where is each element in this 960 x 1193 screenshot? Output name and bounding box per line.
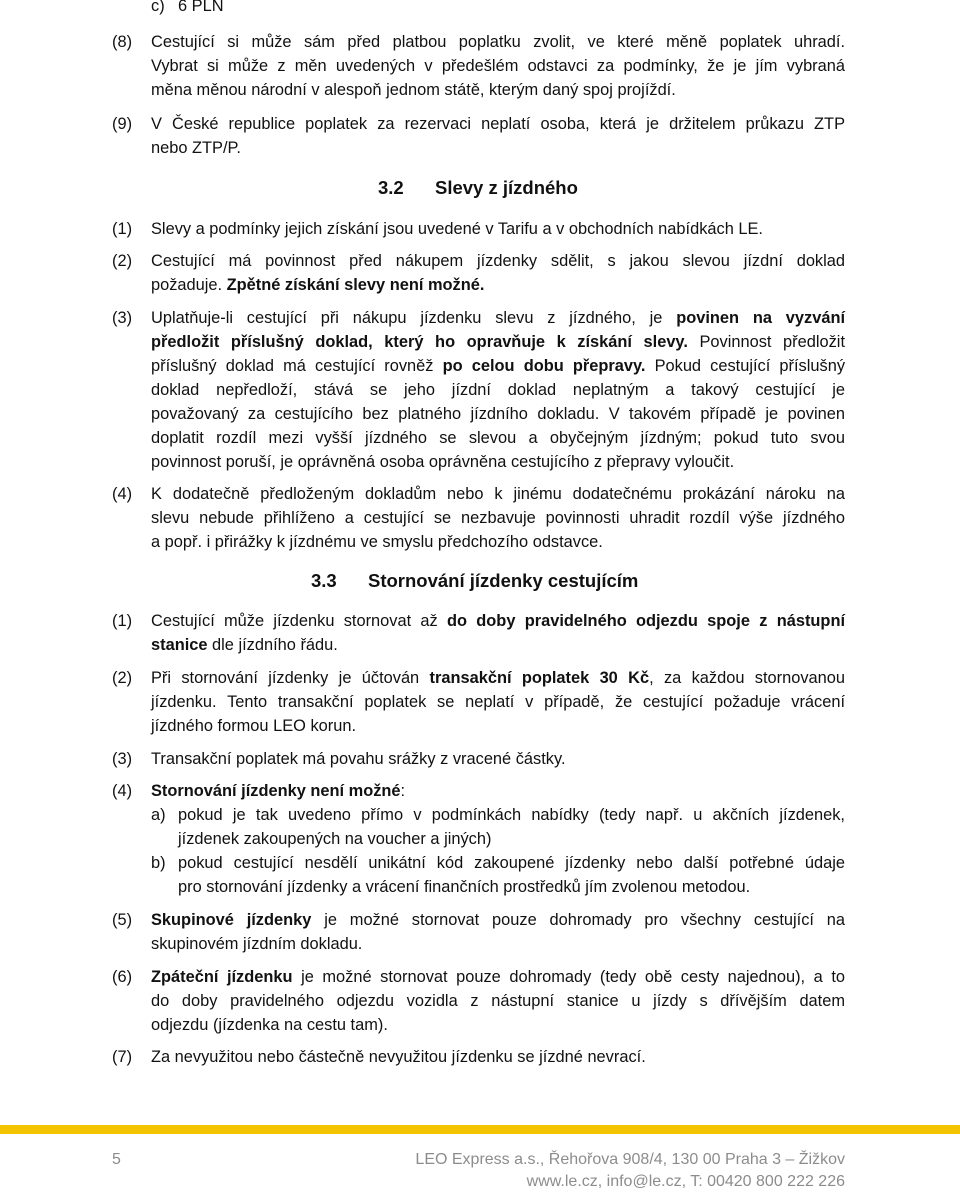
paragraph-text: požaduje. (151, 276, 227, 294)
paragraph-number: (2) (112, 669, 133, 687)
paragraph-text: jízdenku. Tento transakční poplatek se neplatí v případě, že cestující požaduje vrácení (151, 693, 845, 711)
paragraph-text: nebo ZTP/P. (151, 139, 241, 157)
emphasis-text: do doby pravidelného odjezdu spoje z nástupní (446, 612, 846, 630)
emphasis-text: povinen na vyzvání (676, 309, 846, 327)
emphasis-text: transakční poplatek 30 Kč (429, 669, 650, 687)
paragraph-text: Pokud cestující příslušný (645, 357, 846, 375)
paragraph-text: Cestující může jízdenku stornovat až (151, 612, 447, 630)
paragraph-number: (8) (112, 33, 133, 51)
paragraph-text: Cestující má povinnost před nákupem jízdenky sdělit, s jakou slevou jízdní doklad (151, 252, 845, 270)
paragraph-text: doklad nepředloží, stává se jeho jízdní doklad neplatným a takový cestující je (151, 381, 845, 399)
paragraph-text: Cestující si může sám před platbou poplatku zvolit, ve které měně poplatek uhradí. (151, 33, 845, 51)
list-item-text: jízdenek zakoupených na voucher a jiných) (178, 830, 492, 848)
paragraph-number: (3) (112, 309, 133, 327)
paragraph-text: měna měnou národní v alespoň jednom státě, kterým daný spoj projíždí. (151, 81, 676, 99)
list-item-text: pro stornování jízdenky a vrácení finančních prostředků jím zvolenou metodou. (178, 878, 751, 896)
paragraph-number: (4) (112, 485, 133, 503)
paragraph-number: (6) (112, 968, 133, 986)
section-title: Stornování jízdenky cestujícím (368, 570, 639, 591)
emphasis-text: Zpáteční jízdenku (151, 968, 293, 986)
paragraph-text: V České republice poplatek za rezervaci neplatí osoba, která je držitelem průkazu ZTP (151, 115, 845, 133)
emphasis-text: po celou dobu přepravy. (442, 357, 646, 375)
list-marker: c) (151, 0, 165, 15)
paragraph-text: příslušný doklad má cestující rovněž (151, 357, 443, 375)
paragraph-number: (2) (112, 252, 133, 270)
paragraph-text: je možné stornovat pouze dohromady (tedy obě cesty najednou), a to (292, 968, 845, 986)
list-marker: b) (151, 854, 166, 872)
paragraph-number: (7) (112, 1048, 133, 1066)
emphasis-text: Stornování jízdenky není možné (151, 782, 401, 800)
list-item-text: 6 PLN (178, 0, 224, 15)
paragraph-number: (1) (112, 220, 133, 238)
paragraph-text: Za nevyužitou nebo částečně nevyužitou jízdenku se jízdné nevrací. (151, 1048, 646, 1066)
paragraph-text: Povinnost předložit (687, 333, 845, 351)
paragraph-text: a popř. i přirážky k jízdnému ve smyslu předchozího odstavce. (151, 533, 603, 551)
page-number: 5 (112, 1151, 121, 1168)
paragraph-text: dle jízdního řádu. (207, 636, 338, 654)
section-title: Slevy z jízdného (435, 177, 578, 198)
emphasis-text: předložit příslušný doklad, který ho opravňuje k získání slevy. (151, 333, 688, 351)
paragraph-text: Transakční poplatek má povahu srážky z vracené částky. (151, 750, 566, 768)
emphasis-text: Skupinové jízdenky (151, 911, 312, 929)
paragraph-number: (4) (112, 782, 133, 800)
list-item-text: pokud je tak uvedeno přímo v podmínkách nabídky (tedy např. u akčních jízdenek, (178, 806, 845, 824)
paragraph-text: je možné stornovat pouze dohromady pro všechny cestující na (311, 911, 845, 929)
paragraph-number: (1) (112, 612, 133, 630)
section-number: 3.3 (311, 570, 337, 591)
list-item-text: pokud cestující nesdělí unikátní kód zakoupené jízdenky nebo další potřebné údaje (178, 854, 845, 872)
paragraph-text: Slevy a podmínky jejich získání jsou uvedené v Tarifu a v obchodních nabídkách LE. (151, 220, 763, 238)
footer-accent-bar (0, 1125, 960, 1134)
paragraph-text: Vybrat si může z měn uvedených v předešlém odstavci za podmínky, že je jím vybraná (151, 57, 845, 75)
paragraph-number: (9) (112, 115, 133, 133)
paragraph-text: jízdného formou LEO korun. (151, 717, 356, 735)
emphasis-text: stanice (151, 636, 208, 654)
paragraph-text: K dodatečně předloženým dokladům nebo k jinému dodatečnému prokázání nároku na (151, 485, 845, 503)
paragraph-text: skupinovém jízdním dokladu. (151, 935, 363, 953)
section-number: 3.2 (378, 177, 404, 198)
paragraph-text: povinnost poruší, je oprávněná osoba oprávněna cestujícího z přepravy vyloučit. (151, 453, 735, 471)
paragraph-text: do doby pravidelného odjezdu vozidla z nástupní stanice u jízdy s dřívějším datem (151, 992, 845, 1010)
paragraph-text: považovaný za cestujícího bez platného jízdního dokladu. V takovém případě je povinen (151, 405, 845, 423)
paragraph-text: : (400, 782, 406, 800)
paragraph-text: odjezdu (jízdenka na cestu tam). (151, 1016, 388, 1034)
footer-contact: www.le.cz, info@le.cz, T: 00420 800 222 226 (526, 1173, 845, 1190)
paragraph-text: slevu nebude přihlíženo a cestující se nezbavuje povinnosti uhradit rozdíl výše jízdného (151, 509, 845, 527)
paragraph-text: Při stornování jízdenky je účtován (151, 669, 430, 687)
list-marker: a) (151, 806, 166, 824)
emphasis-text: Zpětné získání slevy není možné. (226, 276, 485, 294)
paragraph-number: (5) (112, 911, 133, 929)
paragraph-text: , za každou stornovanou (649, 669, 845, 687)
paragraph-text: Uplatňuje-li cestující při nákupu jízdenku slevu z jízdného, je (151, 309, 677, 327)
paragraph-text: doplatit rozdíl mezi vyšší jízdného se slevou a obyčejným jízdným; pokud tuto svou (151, 429, 845, 447)
paragraph-number: (3) (112, 750, 133, 768)
footer-address: LEO Express a.s., Řehořova 908/4, 130 00 Praha 3 – Žižkov (415, 1151, 845, 1168)
